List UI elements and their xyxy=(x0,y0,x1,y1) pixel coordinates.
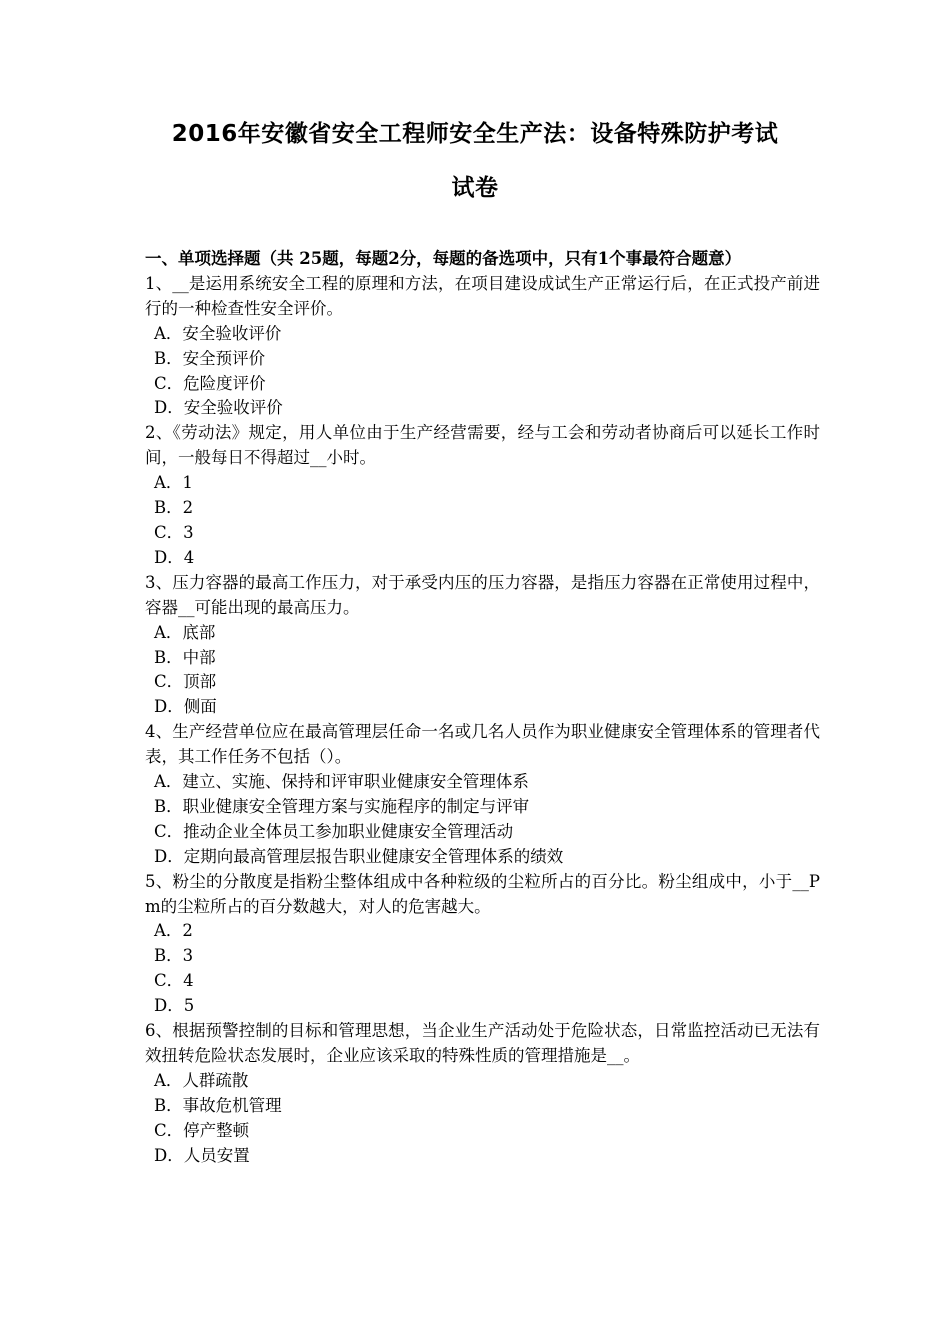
question-3 xyxy=(145,571,820,720)
question-stem: 6、根据预警控制的目标和管理思想，当企业生产活动处于危险状态，日常监控活动已无法有效扭转危险状态发展时，企业应该采取的特殊性质的管理措施是__。 xyxy=(145,1021,820,1065)
option-a: A．人群疏散 xyxy=(154,1070,249,1090)
option-b: B．中部 xyxy=(154,647,216,667)
question-stem: 5、粉尘的分散度是指粉尘整体组成中各种粒级的尘粒所占的百分比。粉尘组成中，小于__Pm的尘粒所占的百分数越大，对人的危害越大。 xyxy=(145,871,820,916)
option-a: A．安全验收评价 xyxy=(154,323,282,343)
document-title-line-2: 试卷 xyxy=(451,175,499,201)
document-body xyxy=(145,247,820,1169)
option-c: C．停产整顿 xyxy=(154,1120,250,1140)
option-c: C．顶部 xyxy=(154,672,217,692)
option-b: B．职业健康安全管理方案与实施程序的制定与评审 xyxy=(154,796,530,816)
question-stem: 2、《劳动法》规定，用人单位由于生产经营需要，经与工会和劳动者协商后可以延长工作时间，一般每日不得超过__小时。 xyxy=(145,423,820,468)
question-stem: 4、生产经营单位应在最高管理层任命一名或几名人员作为职业健康安全管理体系的管理者代表，其工作任务不包括（）。 xyxy=(145,722,820,767)
option-d: D．人员安置 xyxy=(154,1145,250,1165)
option-d: D．5 xyxy=(154,996,195,1016)
question-6 xyxy=(145,1019,820,1168)
option-a: A．2 xyxy=(154,921,193,941)
option-a: A．底部 xyxy=(154,622,216,642)
question-5 xyxy=(145,870,820,1019)
option-d: D．安全验收评价 xyxy=(154,398,283,418)
option-d: D．定期向最高管理层报告职业健康安全管理体系的绩效 xyxy=(154,846,564,866)
option-b: B．安全预评价 xyxy=(154,348,266,368)
question-1 xyxy=(145,272,820,421)
document-title-line-1: 2016年安徽省安全工程师安全生产法：设备特殊防护考试 xyxy=(171,121,779,147)
option-c: C．3 xyxy=(154,522,194,542)
option-b: B．3 xyxy=(154,946,194,966)
option-c: C．4 xyxy=(154,971,194,991)
option-c: C．推动企业全体员工参加职业健康安全管理活动 xyxy=(154,821,514,841)
question-2 xyxy=(145,421,820,570)
question-stem: 1、__是运用系统安全工程的原理和方法，在项目建设成试生产正常运行后，在正式投产前进行的一种检查性安全评价。 xyxy=(145,273,820,318)
option-a: A．1 xyxy=(154,473,193,493)
option-b: B．2 xyxy=(154,498,194,518)
section-heading: 一、单项选择题（共 25题，每题2分，每题的备选项中，只有1个事最符合题意） xyxy=(145,249,742,268)
option-d: D．侧面 xyxy=(154,697,217,717)
option-b: B．事故危机管理 xyxy=(154,1095,282,1115)
option-c: C．危险度评价 xyxy=(154,373,266,393)
question-stem: 3、压力容器的最高工作压力，对于承受内压的压力容器，是指压力容器在正常使用过程中，容器__可能出现的最高压力。 xyxy=(145,572,820,617)
option-a: A．建立、实施、保持和评审职业健康安全管理体系 xyxy=(154,772,529,792)
question-4 xyxy=(145,720,820,869)
option-d: D．4 xyxy=(154,547,195,567)
